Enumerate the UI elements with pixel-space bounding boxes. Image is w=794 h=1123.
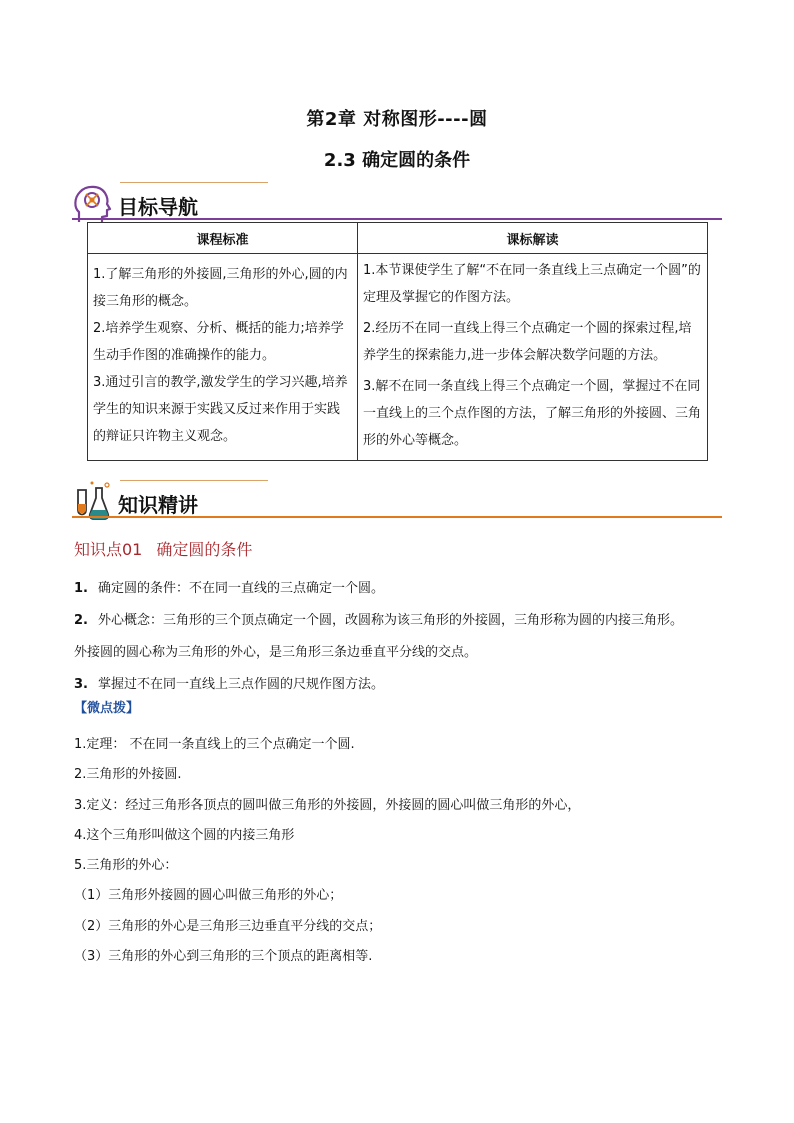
interpretation-cell	[358, 254, 708, 461]
section-title: 2.3 确定圆的条件	[323, 150, 471, 171]
table-header-interpretation: 课标解读	[358, 223, 708, 254]
goals-heading: 目标导航	[118, 195, 198, 219]
knowledge-point-number: 知识点01	[74, 540, 143, 559]
tips-list	[74, 730, 734, 972]
goals-banner	[72, 182, 722, 226]
list-item: 3. 掌握过不在同一直线上三点作圆的尺规作图方法。	[74, 677, 384, 692]
tip-item: （2）三角形的外心是三角形三边垂直平分线的交点；	[74, 918, 382, 934]
standard-item: 2.培养学生观察、分析、概括的能力;培养学生动手作图的准确操作的能力。	[93, 321, 344, 363]
tip-item: （3）三角形的外心到三角形的三个顶点的距离相等.	[74, 949, 373, 965]
tip-item: 1.定理： 不在同一条直线上的三个点确定一个圆.	[74, 737, 355, 752]
list-item: 1. 确定圆的条件：不在同一直线的三点确定一个圆。	[74, 581, 384, 596]
interpretation-item: 2.经历不在同一直线上得三个点确定一个圆的探索过程,培养学生的探索能力,进一步体会解决数学问题的方法。	[363, 321, 692, 363]
goals-bottom-rule	[72, 218, 722, 220]
tip-item: 3.定义：经过三角形各顶点的圆叫做三角形的外接圆，外接圆的圆心叫做三角形的外心，	[74, 797, 581, 813]
tip-item: （1）三角形外接圆的圆心叫做三角形的外心；	[74, 888, 343, 904]
tip-label: 【微点拨】	[74, 701, 140, 716]
tip-item: 2.三角形的外接圆.	[74, 767, 182, 783]
table-header-standard: 课程标准	[88, 223, 358, 254]
list-item: 外接圆的圆心称为三角形的外心，是三角形三条边垂直平分线的交点。	[74, 645, 478, 660]
table-header-row	[88, 223, 708, 254]
knowledge-top-rule	[120, 480, 268, 481]
knowledge-items	[74, 573, 734, 701]
table-row	[88, 254, 708, 461]
standards-table	[87, 222, 708, 461]
knowledge-banner	[72, 480, 722, 524]
interpretation-item: 1.本节课使学生了解“不在同一条直线上三点确定一个圆”的定理及掌握它的作图方法。	[363, 263, 701, 305]
knowledge-heading: 知识精讲	[118, 493, 198, 517]
knowledge-bottom-rule	[72, 516, 722, 518]
standard-item: 1.了解三角形的外接圆,三角形的外心,圆的内接三角形的概念。	[93, 267, 348, 309]
tip-item: 5.三角形的外心：	[74, 858, 178, 874]
knowledge-point-title	[74, 537, 252, 560]
goals-top-rule	[120, 182, 268, 183]
standard-cell	[88, 254, 358, 461]
knowledge-point-name: 确定圆的条件	[156, 540, 253, 559]
tip-item: 4.这个三角形叫做这个圆的内接三角形	[74, 827, 295, 843]
interpretation-item: 3.解不在同一条直线上得三个点确定一个圆，掌握过不在同一直线上的三个点作图的方法，了解三角形的外接圆、三角形的外心等概念。	[363, 379, 702, 448]
standard-item: 3.通过引言的教学,激发学生的学习兴趣,培养学生的知识来源于实践又反过来作用于实践的辩证只许物主义观念。	[93, 375, 348, 444]
list-item: 2. 外心概念：三角形的三个顶点确定一个圆，改圆称为该三角形的外接圆，三角形称为圆的内接三角形。	[74, 613, 683, 628]
chapter-title: 第2章 对称图形----圆	[306, 109, 488, 130]
